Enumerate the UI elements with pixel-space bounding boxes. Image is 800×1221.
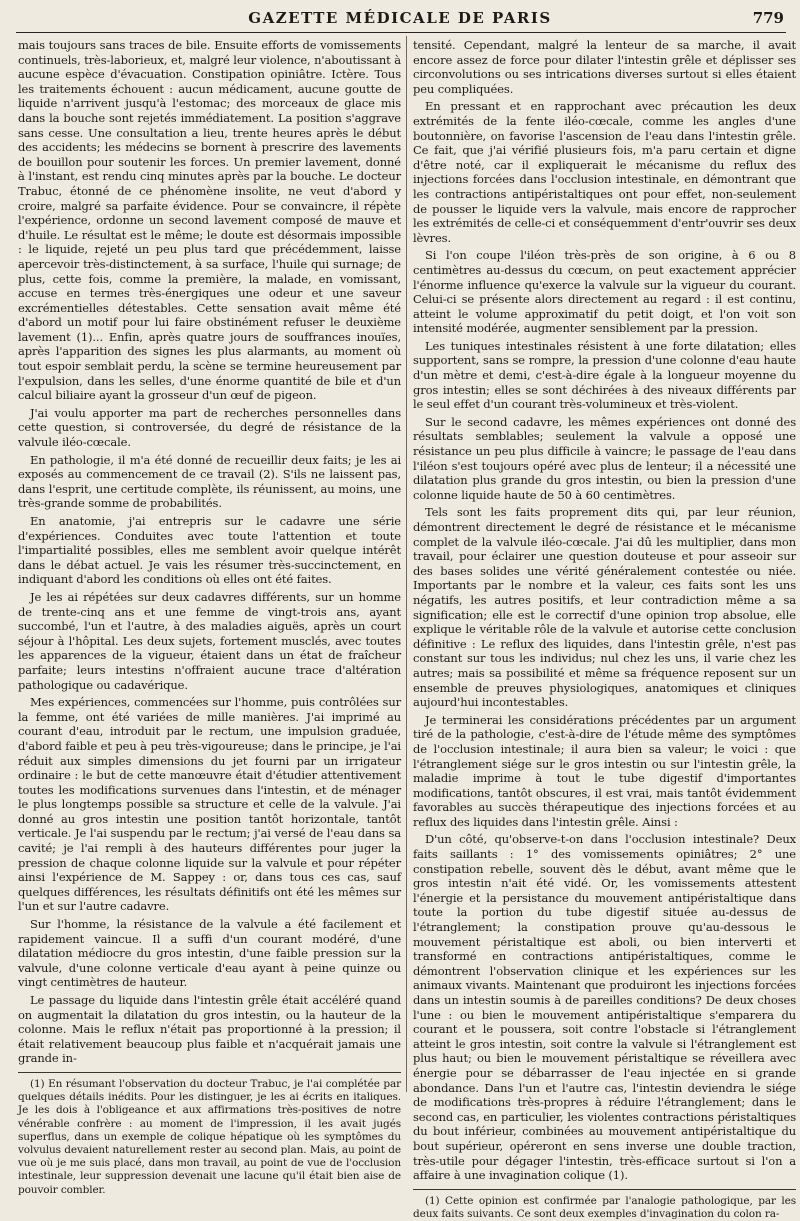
footnote-text: (1) En résumant l'observation du docteur Trabuc, je l'ai complétée par quelques détails inédits. Pour les distinguer, je les ai écrits en italiques. Je les dois à l'obligeance et aux affirmations très-positives de notre vénérable confrère : au moment de l'impression, il les avait jugés superflus, dans un exemple de colique hépatique où les symptômes du volvulus devaient naturellement rester au second plan. Mais, au point de vue où je me suis placé, dans mon travail, au point de vue de l'occlusion intestinale, leur suppression devenait une lacune qu'il était bien aise de pouvoir combler. xyxy=(18,1077,401,1196)
paragraph: Sur le second cadavre, les mêmes expériences ont donné des résultats semblables; seulement la valvule a opposé une résistance un peu plus difficile à vaincre; le passage de l'eau dans l'iléon s'est toujours opéré avec plus de lenteur; il a nécessité une dilatation plus grande du gros intestin, ou bien la pression d'une colonne liquide haute de 50 à 60 centimètres. xyxy=(413,414,796,502)
paragraph: Sur l'homme, la résistance de la valvule a été facilement et rapidement vaincue. Il a suffi d'un courant modéré, d'une dilatation médiocre du gros intestin, d'une faible pression sur la valvule, d'une colonne verticale d'eau ayant à peine quinze ou vingt centimètres de hauteur. xyxy=(18,917,401,990)
page-number: 779 xyxy=(752,9,784,27)
paragraph: Mes expériences, commencées sur l'homme, puis contrôlées sur la femme, ont été variées de mille manières. J'ai imprimé au courant d'eau, introduit par le rectum, une impulsion graduée, d'abord faible et peu à peu très-vigoureuse; dans le principe, je l'ai réduit aux simples dimensions du jet fourni par un irrigateur ordinaire : le but de cette manœuvre était d'étudier attentivement toutes les modifications survenues dans l'intestin, et de ménager le plus longtemps possible sa structure et celle de la valvule. J'ai donné au gros intestin une position tantôt horizontale, tantôt verticale. Je l'ai suspendu par le rectum; j'ai versé de l'eau dans sa cavité; je l'ai rempli à des hauteurs différentes pour juger la pression de chaque colonne liquide sur la valvule et pour répéter ainsi l'expérience de M. Sappey : or, dans tous ces cas, sauf quelques différences, les résultats définitifs ont été les mêmes sur l'un et sur l'autre cadavre. xyxy=(18,695,401,914)
paragraph: Le passage du liquide dans l'intestin grêle était accéléré quand on augmentait la dilatation du gros intestin, ou la hauteur de la colonne. Mais le reflux n'était pas proportionné à la pression; il était relativement beaucoup plus faible et n'acquérait jamais une grande in- xyxy=(18,993,401,1066)
paragraph: En pathologie, il m'a été donné de recueillir deux faits; je les ai exposés au commencement de ce travail (2). S'ils ne laissent pas, dans l'esprit, une certitude complète, ils réunissent, au moins, une très-grande somme de probabilités. xyxy=(18,452,401,511)
footnote xyxy=(413,1195,796,1221)
paragraph: Tels sont les faits proprement dits qui, par leur réunion, démontrent directement le degré de résistance et le mécanisme complet de la valvule iléo-cœcale. J'ai dû les multiplier, dans mon travail, pour éclairer une question douteuse et pour asseoir sur des bases solides une vérité généralement contestée ou niée. Importants par le nombre et la valeur, ces faits sont les uns négatifs, les autres positifs, et leur contradiction même a sa signification; elle est le correctif d'une opinion trop absolue, elle explique le véritable rôle de la valvule et autorise cette conclusion définitive : Le reflux des liquides, dans l'intestin grêle, n'est pas constant sur tous les individus; nul chez les uns, il varie chez les autres; mais sa possibilité et même sa fréquence reposent sur un ensemble de preuves physiologiques, anatomiques et cliniques aujourd'hui incontestables. xyxy=(413,505,796,710)
right-column xyxy=(413,38,796,1220)
paragraph: En pressant et en rapprochant avec précaution les deux extrémités de la fente iléo-cœcale, comme les angles d'une boutonnière, on favorise l'ascension de l'eau dans l'intestin grêle. Ce fait, que j'ai vérifié plusieurs fois, m'a paru certain et digne d'être noté, car il expliquerait le mécanisme du reflux des injections forcées dans l'occlusion intestinale, en démontrant que les contractions antipéristaltiques ont pour effet, non-seulement de pousser le liquide vers la valvule, mais encore de rapprocher les extrémités de celle-ci et conséquemment d'entr'ouvrir ses deux lèvres. xyxy=(413,99,796,245)
footnote xyxy=(18,1078,401,1197)
column-divider xyxy=(406,36,407,1092)
page-header xyxy=(0,0,800,30)
left-column xyxy=(18,38,401,1196)
paragraph: Je les ai répétées sur deux cadavres différents, sur un homme de trente-cinq ans et une femme de vingt-trois ans, ayant succombé, l'un et l'autre, à des maladies aiguës, après un court séjour à l'hôpital. Les deux sujets, fortement musclés, avec toutes les apparences de la vigueur, étaient dans un état de fraîcheur parfaite; leurs intestins n'offraient aucune trace d'altération pathologique ou cadavérique. xyxy=(18,589,401,692)
paragraph: D'un côté, qu'observe-t-on dans l'occlusion intestinale? Deux faits saillants : 1° des vomissements opiniâtres; 2° une constipation rebelle, souvent dès le début, avant même que le gros intestin n'ait été vidé. Or, les vomissements attestent l'énergie et la persistance du mouvement antipéristaltique dans toute la portion du tube digestif située au-dessus de l'étranglement; la constipation prouve qu'au-dessous le mouvement péristaltique est aboli, ou bien interverti et transformé en contractions antipéristaltiques, comme le démontrent l'observation clinique et les expériences sur les animaux vivants. Maintenant que produiront les injections forcées dans un intestin soumis à de pareilles conditions? De deux choses l'une : ou bien le mouvement antipéristaltique s'emparera du courant et le poussera, soit contre l'obstacle si l'étranglement atteint le gros intestin, soit contre la valvule si l'étranglement est plus haut; ou bien le mouvement péristaltique se réveillera avec énergie pour se débarrasser de l'eau injectée en si grande abondance. Dans l'un et l'autre cas, l'intestin deviendra le siége de modifications très-propres à réduire l'étranglement; dans le second cas, en particulier, les violentes contractions péristaltiques du bout inférieur, combinées au mouvement antipéristaltique du bout supérieur, opéreront en sens inverse une double traction, très-utile pour dégager l'intestin, très-efficace surtout si l'on a affaire à une invagination colique (1). xyxy=(413,832,796,1183)
footnote-text: (1) Cette opinion est confirmée par l'analogie pathologique, par les deux faits suivants. Ce sont deux exemples d'invagination du colon ra- xyxy=(413,1194,796,1220)
paragraph: En anatomie, j'ai entrepris sur le cadavre une série d'expériences. Conduites avec toute l'attention et toute l'impartialité possibles, elles me semblent avoir quelque intérêt dans le débat actuel. Je vais les résumer très-succinctement, en indiquant d'abord les conditions où elles ont été faites. xyxy=(18,514,401,587)
paragraph: tensité. Cependant, malgré la lenteur de sa marche, il avait encore assez de force pour dilater l'intestin grêle et déplisser ses circonvolutions ou ses intrications diverses surtout si elles étaient peu compliquées. xyxy=(413,38,796,96)
paragraph: Les tuniques intestinales résistent à une forte dilatation; elles supportent, sans se rompre, la pression d'une colonne d'eau haute d'un mètre et demi, c'est-à-dire égale à la longueur moyenne du gros intestin; elles se sont déchirées à des niveaux différents par le seul effet d'un courant très-volumineux et très-violent. xyxy=(413,338,796,412)
running-title: GAZETTE MÉDICALE DE PARIS xyxy=(248,9,552,27)
header-rule xyxy=(16,32,786,33)
footnote-rule xyxy=(413,1189,796,1190)
paragraph: mais toujours sans traces de bile. Ensuite efforts de vomissements continuels, très-laborieux, et, malgré leur violence, n'aboutissant à aucune espèce d'évacuation. Constipation opiniâtre. Ictère. Tous les traitements échouent : aucun médicament, aucune goutte de liquide n'arrivent jusqu'à l'estomac; des morceaux de glace mis dans la bouche sont rejetés immédiatement. La position s'aggrave sans cesse. Une consultation a lieu, trente heures après le début des accidents; les médecins se bornent à prescrire des lavements de bouillon pour soutenir les forces. Un premier lavement, donné à l'instant, est rendu cinq minutes après par la bouche. Le docteur Trabuc, étonné de ce phénomène insolite, ne veut d'abord y croire, malgré sa parfaite évidence. Pour se convaincre, il répète l'expérience, ordonne un second lavement composé de mauve et d'huile. Le résultat est le même; le doute est désormais impossible : le liquide, rejeté un peu plus tard que précédemment, laisse apercevoir très-distinctement, à sa surface, l'huile qui surnage; de plus, cette fois, comme la première, la malade, en vomissant, accuse en termes très-énergiques une odeur et une saveur excrémentielles détestables. Cette sensation avait même été d'abord un motif pour lui faire obstinément refuser le deuxième lavement (1)... Enfin, après quatre jours de souffrances inouïes, après l'apparition des signes les plus alarmants, au moment où tout espoir semblait perdu, la scène se termine heureusement par l'expulsion, dans les selles, d'une énorme quantité de bile et d'un calcul biliaire ayant la grosseur d'un œuf de pigeon. xyxy=(18,38,401,403)
paragraph: Je terminerai les considérations précédentes par un argument tiré de la pathologie, c'est-à-dire de l'étude même des symptômes de l'occlusion intestinale; il aura bien sa valeur; le voici : que l'étranglement siége sur le gros intestin ou sur l'intestin grêle, la maladie imprime à tout le tube digestif d'importantes modifications, tantôt obscures, il est vrai, mais tantôt évidemment favorables au succès thérapeutique des injections forcées et au reflux des liquides dans l'intestin grêle. Ainsi : xyxy=(413,712,796,829)
paragraph: Si l'on coupe l'iléon très-près de son origine, à 6 ou 8 centimètres au-dessus du cœcum, on peut exactement apprécier l'énorme influence qu'exerce la valvule sur la vigueur du courant. Celui-ci se présente alors directement au regard : il est continu, atteint le volume approximatif du petit doigt, et l'on voit son intensité modérée, augmenter sensiblement par la pression. xyxy=(413,248,796,336)
footnote-rule xyxy=(18,1072,401,1073)
paragraph: J'ai voulu apporter ma part de recherches personnelles dans cette question, si controversée, du degré de résistance de la valvule iléo-cœcale. xyxy=(18,405,401,450)
